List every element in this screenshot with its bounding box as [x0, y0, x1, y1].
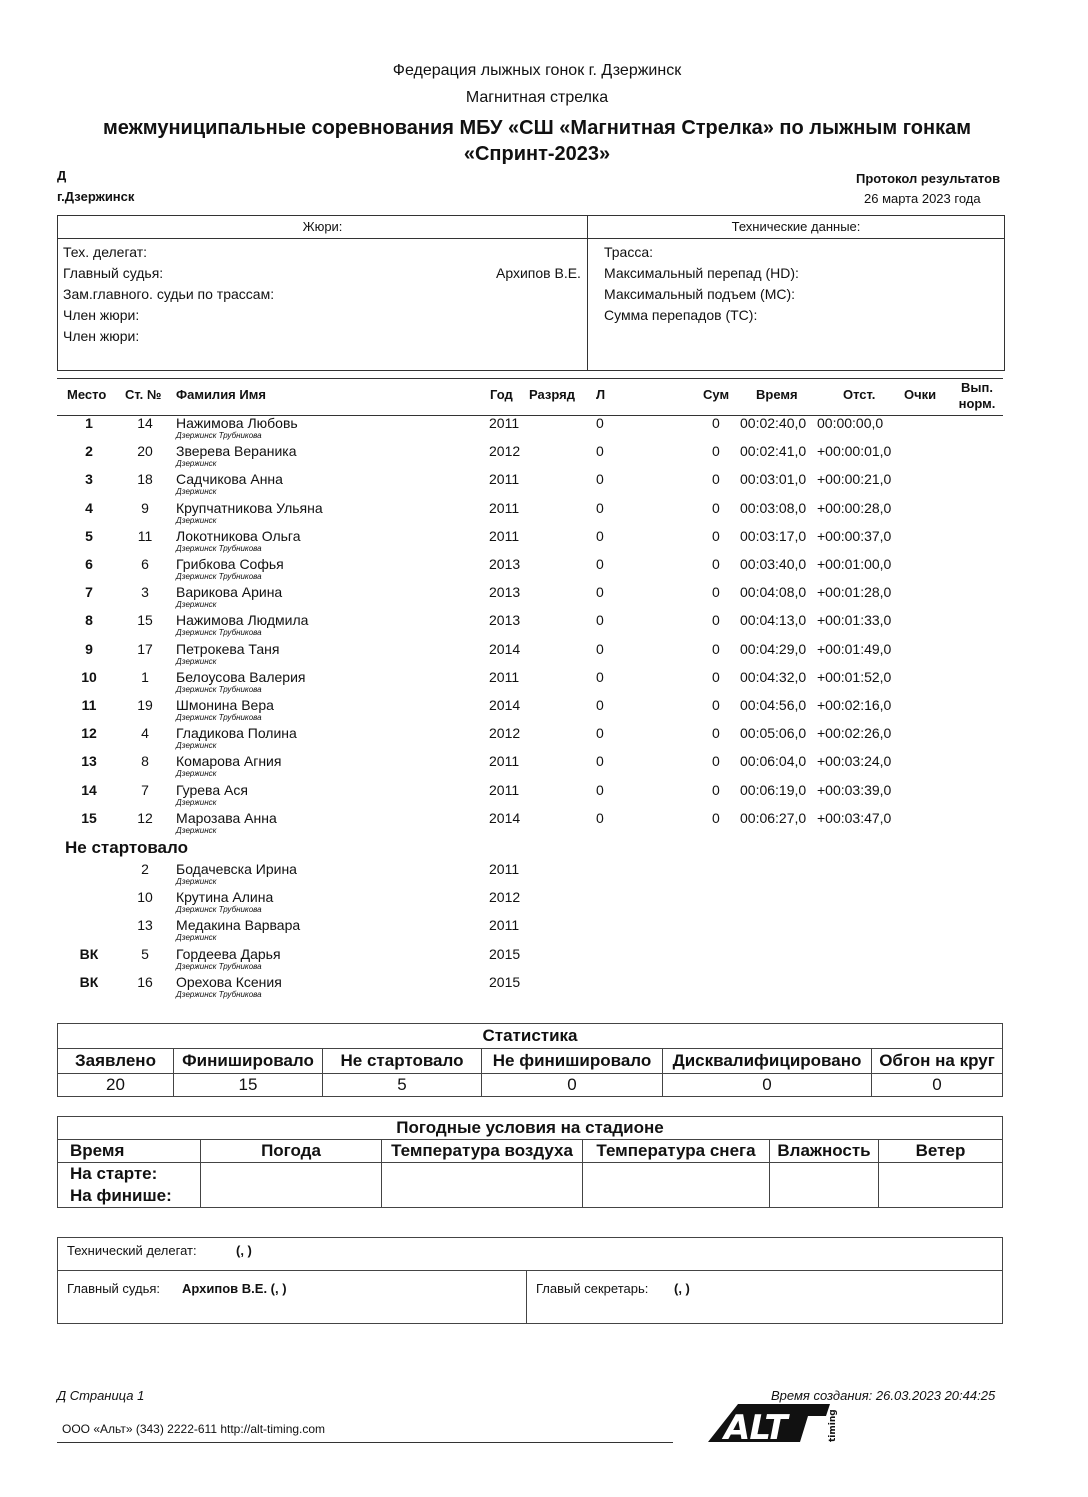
result-time: 00:04:08,0 — [740, 584, 807, 601]
result-club: Дзержинск Трубникова — [176, 543, 262, 553]
result-bib: 15 — [137, 612, 153, 629]
result-bib: 11 — [137, 527, 153, 544]
organization-name: Магнитная стрелка — [465, 89, 609, 106]
competition-title: межмуниципальные соревнования МБУ «СШ «Магнитная Стрелка» по лыжным гонкам «Спринт-2023» — [102, 117, 972, 165]
result-year: 2011 — [489, 753, 520, 770]
tech-label: Трасса: — [604, 244, 654, 260]
result-diff: +00:03:39,0 — [817, 781, 892, 798]
result-name: Крупчатникова Ульяна — [176, 499, 323, 516]
result-year: 2013 — [489, 556, 521, 572]
result-l: 0 — [596, 527, 604, 544]
result-club: Дзержинск — [176, 459, 217, 469]
result-row — [57, 443, 1003, 471]
result-year: 2013 — [489, 584, 521, 601]
result-year: 2011 — [489, 527, 520, 544]
result-time: 00:06:27,0 — [740, 809, 807, 826]
result-time: 00:03:17,0 — [740, 527, 807, 544]
secretary-value: (, ) — [674, 1281, 690, 1296]
result-time: 00:04:32,0 — [740, 668, 807, 685]
result-name: Зверева Вераника — [176, 443, 297, 460]
result-l: 0 — [596, 697, 604, 713]
result-row — [57, 641, 1003, 669]
result-bib: 12 — [137, 809, 153, 826]
result-place: 13 — [81, 753, 97, 770]
dns-club: Дзержинск — [176, 877, 217, 886]
result-place: 4 — [85, 499, 93, 516]
result-l: 0 — [596, 725, 604, 742]
result-bib: 6 — [141, 556, 149, 572]
tech-label: Максимальный перепад (HD): — [604, 265, 799, 281]
dns-row — [57, 946, 1003, 974]
result-year: 2013 — [489, 612, 521, 629]
results-header — [57, 378, 1003, 416]
result-name: Комарова Агния — [176, 753, 282, 770]
result-place: 10 — [81, 668, 97, 685]
alt-timing-logo — [708, 1402, 838, 1444]
weather-table — [57, 1116, 1003, 1208]
stat-value: 20 — [58, 1074, 174, 1097]
result-year: 2014 — [489, 640, 521, 657]
result-place: 15 — [81, 809, 97, 826]
weather-finish: На финише: — [70, 1186, 172, 1205]
result-name: Белоусова Валерия — [176, 668, 306, 685]
result-l: 0 — [596, 668, 604, 685]
col-time: Время — [756, 387, 798, 402]
result-bib: 1 — [141, 668, 149, 685]
result-row — [57, 725, 1003, 753]
result-name: Локотникова Ольга — [176, 527, 301, 544]
col-diff: Отст. — [843, 387, 876, 402]
dns-name: Крутина Алина — [176, 889, 274, 906]
result-name: Варикова Арина — [176, 584, 283, 601]
result-time: 00:06:19,0 — [740, 781, 807, 798]
dns-club: Дзержинск Трубникова — [176, 989, 262, 999]
result-club: Дзержинск — [176, 769, 217, 779]
result-sum: 0 — [712, 499, 720, 516]
city: г.Дзержинск — [57, 189, 135, 204]
result-time: 00:03:40,0 — [740, 556, 807, 572]
weather-cell — [382, 1163, 583, 1208]
result-place: 11 — [81, 697, 97, 713]
result-year: 2011 — [489, 781, 520, 798]
result-time: 00:05:06,0 — [740, 725, 807, 742]
result-name: Марозава Анна — [176, 809, 277, 826]
result-time: 00:06:04,0 — [740, 753, 807, 770]
stat-label: Финишировало — [174, 1049, 323, 1074]
result-year: 2012 — [489, 725, 521, 742]
result-sum: 0 — [712, 753, 720, 770]
result-bib: 8 — [141, 753, 149, 770]
result-club: Дзержинск — [176, 797, 217, 807]
result-club: Дзержинск — [176, 825, 217, 835]
statistics-table — [57, 1023, 1003, 1097]
weather-cell — [583, 1163, 770, 1208]
tech-label: Максимальный подъем (MC): — [604, 286, 796, 302]
dns-year: 2011 — [489, 861, 520, 877]
result-diff: +00:01:33,0 — [817, 612, 892, 629]
result-club: Дзержинск — [176, 741, 217, 751]
result-time: 00:02:40,0 — [740, 415, 807, 431]
dns-row — [57, 889, 1003, 917]
jury-label: Главный судья: — [63, 265, 164, 281]
result-diff: +00:02:16,0 — [817, 697, 892, 713]
result-bib: 18 — [137, 471, 153, 488]
col-name: Фамилия Имя — [176, 387, 266, 402]
result-sum: 0 — [712, 781, 720, 798]
creation-time: Время создания: 26.03.2023 20:44:25 — [771, 1388, 996, 1403]
dns-bib: 16 — [137, 973, 153, 990]
stat-label: Дисквалифицировано — [663, 1049, 872, 1074]
dns-place: ВК — [79, 945, 99, 962]
stat-value: 0 — [872, 1074, 1003, 1097]
result-l: 0 — [596, 584, 604, 601]
result-place: 1 — [85, 415, 93, 431]
jury-label: Член жюри: — [63, 307, 140, 323]
result-diff: 00:00:00,0 — [817, 415, 884, 431]
protocol-date: 26 марта 2023 года — [864, 191, 981, 206]
result-diff: +00:00:21,0 — [817, 471, 892, 488]
dns-bib: 5 — [141, 945, 149, 962]
result-l: 0 — [596, 640, 604, 657]
result-row — [57, 471, 1003, 499]
result-sum: 0 — [712, 725, 720, 742]
footer-line — [57, 1442, 673, 1443]
col-bib: Ст. № — [125, 387, 162, 402]
jury-label: Зам.главного. судьи по трассам: — [63, 286, 275, 302]
col-place: Место — [67, 387, 107, 402]
stat-label: Обгон на круг — [872, 1049, 1003, 1074]
weather-label: Температура воздуха — [382, 1140, 583, 1163]
result-place: 2 — [85, 443, 93, 460]
result-diff: +00:00:01,0 — [817, 443, 892, 460]
dns-club: Дзержинск — [176, 933, 217, 943]
result-time: 00:03:08,0 — [740, 499, 807, 516]
result-bib: 7 — [141, 781, 149, 798]
result-year: 2012 — [489, 443, 521, 460]
result-row — [57, 782, 1003, 810]
result-bib: 20 — [137, 443, 153, 460]
col-norm: Вып. норм. — [958, 380, 996, 411]
result-name: Грибкова Софья — [176, 556, 284, 572]
weather-label: Влажность — [770, 1140, 879, 1163]
dns-bib: 2 — [141, 861, 149, 877]
signature-box — [57, 1237, 1003, 1324]
dns-club: Дзержинск Трубникова — [176, 961, 262, 971]
secretary-label: Главый секретарь: — [536, 1281, 649, 1296]
dns-heading: Не стартовало — [65, 838, 188, 857]
company-info: ООО «Альт» (343) 2222-611 http://alt-timing.com — [62, 1422, 326, 1436]
dns-bib: 10 — [137, 889, 153, 906]
stat-label: Не стартовало — [323, 1049, 482, 1074]
col-l: Л — [596, 387, 606, 402]
result-club: Дзержинск — [176, 515, 217, 525]
dns-year: 2015 — [489, 973, 521, 990]
result-diff: +00:01:28,0 — [817, 584, 892, 601]
result-sum: 0 — [712, 809, 720, 826]
dns-row — [57, 974, 1003, 1002]
result-row — [57, 753, 1003, 781]
result-sum: 0 — [712, 697, 720, 713]
result-club: Дзержинск Трубникова — [176, 572, 262, 581]
result-year: 2011 — [489, 471, 520, 488]
result-row — [57, 612, 1003, 640]
col-rank: Разряд — [529, 387, 575, 402]
result-bib: 14 — [137, 415, 153, 431]
jury-heading: Жюри: — [302, 219, 343, 234]
result-l: 0 — [596, 556, 604, 572]
jury-label: Член жюри: — [63, 328, 140, 344]
result-sum: 0 — [712, 556, 720, 572]
result-time: 00:04:13,0 — [740, 612, 807, 629]
col-year: Год — [490, 387, 513, 402]
statistics-heading: Статистика — [58, 1024, 1003, 1049]
tech-label: Сумма перепадов (TC): — [604, 307, 758, 323]
dns-club: Дзержинск Трубникова — [176, 905, 262, 915]
result-diff: +00:01:52,0 — [817, 668, 892, 685]
col-sum: Сум — [703, 387, 730, 402]
result-place: 7 — [85, 584, 93, 601]
result-place: 9 — [85, 640, 93, 657]
result-place: 5 — [85, 527, 93, 544]
result-club: Дзержинск Трубникова — [176, 628, 262, 638]
category: Д — [57, 168, 67, 183]
stat-value: 0 — [663, 1074, 872, 1097]
result-diff: +00:02:26,0 — [817, 725, 892, 742]
result-sum: 0 — [712, 471, 720, 488]
result-place: 12 — [81, 725, 97, 742]
result-row — [57, 697, 1003, 725]
result-diff: +00:03:24,0 — [817, 753, 892, 770]
logo-text: ALT — [724, 1408, 787, 1444]
result-name: Нажимова Любовь — [176, 415, 298, 431]
result-time: 00:03:01,0 — [740, 471, 807, 488]
weather-heading: Погодные условия на стадионе — [58, 1117, 1003, 1140]
dns-row — [57, 917, 1003, 945]
result-l: 0 — [596, 415, 604, 431]
tech-delegate-value: (, ) — [236, 1243, 252, 1258]
result-sum: 0 — [712, 443, 720, 460]
dns-row — [57, 861, 1003, 889]
dns-name: Орехова Ксения — [176, 973, 282, 990]
result-year: 2011 — [489, 499, 520, 516]
result-sum: 0 — [712, 640, 720, 657]
result-diff: +00:00:37,0 — [817, 527, 892, 544]
result-sum: 0 — [712, 527, 720, 544]
result-club: Дзержинск Трубникова — [176, 431, 262, 440]
result-name: Нажимова Людмила — [176, 612, 309, 629]
dns-bib: 13 — [137, 917, 153, 934]
result-sum: 0 — [712, 415, 720, 431]
result-name: Садчикова Анна — [176, 471, 283, 488]
result-place: 8 — [85, 612, 93, 629]
result-sum: 0 — [712, 584, 720, 601]
result-row — [57, 669, 1003, 697]
result-row — [57, 556, 1003, 584]
tech-heading: Технические данные: — [731, 219, 861, 234]
result-row — [57, 810, 1003, 838]
result-name: Гладикова Полина — [176, 725, 297, 742]
result-diff: +00:01:00,0 — [817, 556, 892, 572]
result-row — [57, 500, 1003, 528]
dns-year: 2011 — [489, 917, 520, 934]
weather-label: Погода — [201, 1140, 382, 1163]
jury-label: Тех. делегат: — [63, 244, 148, 260]
result-year: 2011 — [489, 668, 520, 685]
result-row — [57, 528, 1003, 556]
result-bib: 4 — [141, 725, 149, 742]
weather-start: На старте: — [70, 1164, 158, 1183]
result-l: 0 — [596, 443, 604, 460]
result-place: 14 — [81, 781, 97, 798]
result-row — [57, 415, 1003, 443]
result-row — [57, 584, 1003, 612]
weather-label: Время — [58, 1140, 201, 1163]
result-l: 0 — [596, 753, 604, 770]
result-place: 6 — [85, 556, 93, 572]
result-time: 00:04:29,0 — [740, 640, 807, 657]
weather-label: Температура снега — [583, 1140, 770, 1163]
stat-label: Не финишировало — [482, 1049, 663, 1074]
result-diff: +00:03:47,0 — [817, 809, 892, 826]
result-club: Дзержинск — [176, 656, 217, 666]
result-club: Дзержинск — [176, 487, 217, 497]
stat-value: 5 — [323, 1074, 482, 1097]
result-bib: 17 — [137, 640, 153, 657]
result-name: Петрокева Таня — [176, 640, 280, 657]
result-l: 0 — [596, 809, 604, 826]
page-number: Д Страница 1 — [57, 1388, 145, 1403]
result-name: Гурева Ася — [176, 781, 248, 798]
result-name: Шмонина Вера — [176, 697, 274, 713]
dns-year: 2015 — [489, 945, 521, 962]
protocol-title: Протокол результатов — [856, 171, 1001, 186]
result-diff: +00:01:49,0 — [817, 640, 892, 657]
dns-name: Бодачевска Ирина — [176, 861, 297, 877]
federation-name: Федерация лыжных гонок г. Дзержинск — [392, 62, 682, 79]
result-bib: 9 — [141, 499, 149, 516]
result-sum: 0 — [712, 668, 720, 685]
weather-label: Ветер — [879, 1140, 1003, 1163]
weather-cell — [201, 1163, 382, 1208]
stat-label: Заявлено — [58, 1049, 174, 1074]
result-year: 2014 — [489, 809, 521, 826]
col-points: Очки — [904, 387, 937, 402]
weather-cell — [879, 1163, 1003, 1208]
result-sum: 0 — [712, 612, 720, 629]
result-diff: +00:00:28,0 — [817, 499, 892, 516]
result-l: 0 — [596, 612, 604, 629]
result-l: 0 — [596, 471, 604, 488]
result-l: 0 — [596, 781, 604, 798]
jury-box — [57, 215, 1005, 371]
logo-sub: timing — [828, 1409, 838, 1442]
result-club: Дзержинск Трубникова — [176, 713, 262, 722]
chief-judge-value: Архипов В.Е. (, ) — [182, 1281, 287, 1296]
stat-value: 0 — [482, 1074, 663, 1097]
weather-times — [58, 1163, 201, 1208]
result-time: 00:02:41,0 — [740, 443, 807, 460]
result-time: 00:04:56,0 — [740, 697, 807, 713]
tech-delegate-label: Технический делегат: — [67, 1243, 197, 1258]
dns-place: ВК — [79, 973, 99, 990]
dns-name: Гордеева Дарья — [176, 945, 281, 962]
chief-judge-name: Архипов В.Е. — [496, 265, 581, 281]
result-bib: 19 — [137, 697, 153, 713]
dns-name: Медакина Варвара — [176, 917, 301, 934]
result-club: Дзержинск — [176, 600, 217, 610]
result-year: 2014 — [489, 697, 521, 713]
result-club: Дзержинск Трубникова — [176, 684, 262, 694]
stat-value: 15 — [174, 1074, 323, 1097]
result-bib: 3 — [141, 584, 149, 601]
result-place: 3 — [85, 471, 93, 488]
chief-judge-label: Главный судья: — [67, 1281, 161, 1296]
result-year: 2011 — [489, 415, 520, 431]
weather-cell — [770, 1163, 879, 1208]
result-l: 0 — [596, 499, 604, 516]
dns-year: 2012 — [489, 889, 521, 906]
